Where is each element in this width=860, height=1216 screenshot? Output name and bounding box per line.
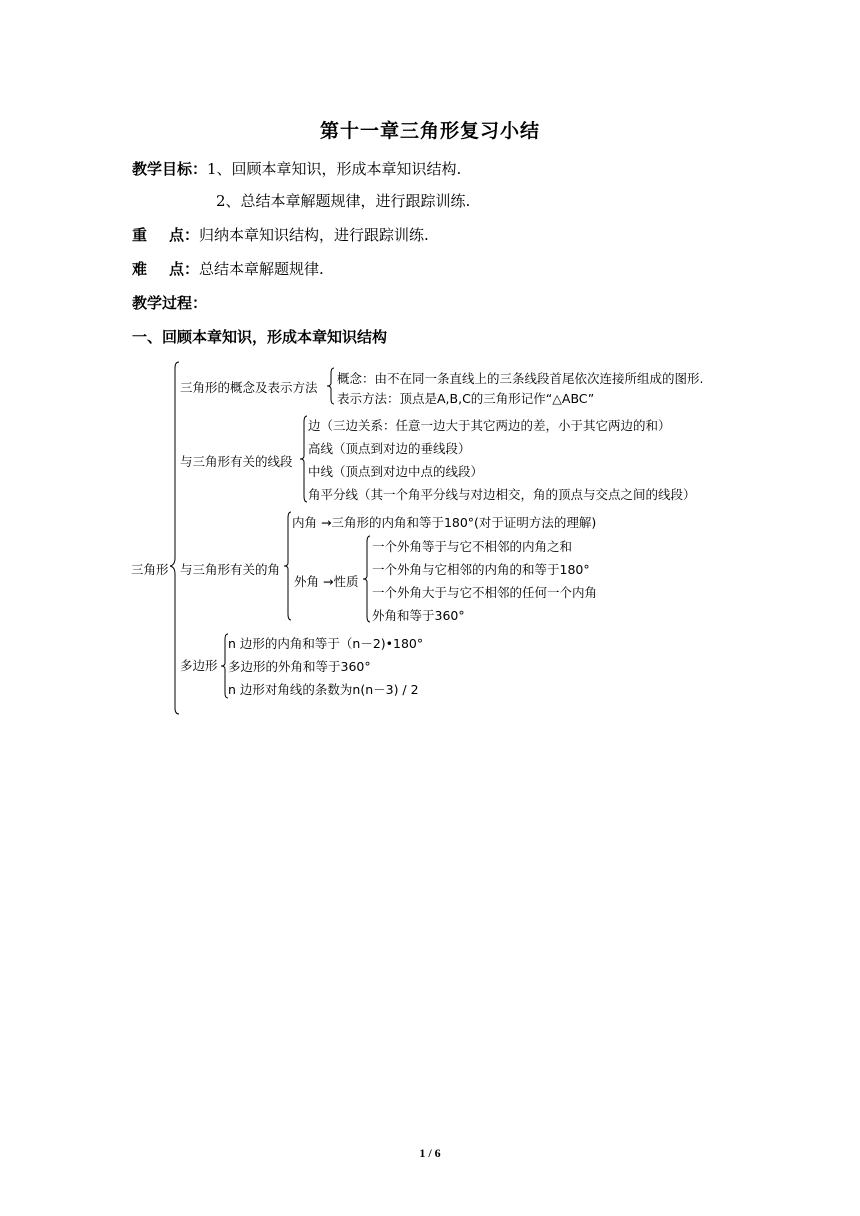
page-title: 第十一章三角形复习小结 — [319, 120, 540, 142]
segment-side: 边（三边关系：任意一边大于其它两边的差，小于其它两边的和） — [308, 418, 671, 433]
segment-median: 中线（顶点到对边中点的线段） — [308, 464, 484, 479]
difficulty-text: 总结本章解题规律. — [199, 260, 324, 278]
exterior-prop-1: 一个外角等于与它不相邻的内角之和 — [372, 539, 573, 554]
polygon-interior-sum: n 边形的内角和等于（n－2)•180° — [228, 636, 424, 651]
key-point-label-b: 点： — [169, 226, 200, 244]
segment-bisector: 角平分线（其一个角平分线与对边相交，角的顶点与交点之间的线段） — [308, 487, 696, 502]
exterior-brace — [363, 536, 371, 622]
concept-brace — [327, 368, 335, 404]
key-point-row — [132, 224, 429, 245]
key-point-text: 归纳本章知识结构，进行跟踪训练. — [199, 226, 429, 244]
root-brace — [170, 362, 180, 714]
concept-notation: 表示方法：顶点是A,B,C的三角形记作“△ABC” — [337, 391, 595, 406]
segments-brace — [300, 416, 308, 502]
angles-node: 与三角形有关的角 — [180, 562, 281, 577]
process-label: 教学过程： — [132, 294, 208, 312]
difficulty-label-b: 点： — [169, 260, 200, 278]
key-point-label-a: 重 — [132, 226, 148, 244]
objective-item-1: 1、回顾本章知识，形成本章知识结构. — [207, 160, 462, 178]
polygon-node: 多边形 — [180, 658, 218, 673]
objective-item-2: 2、总结本章解题规律，进行跟踪训练. — [216, 192, 471, 210]
objectives-label: 教学目标： — [132, 160, 208, 178]
map-root: 三角形 — [131, 562, 169, 577]
exterior-prop-4: 外角和等于360° — [372, 608, 465, 623]
angle-exterior: 外角 →性质 — [294, 574, 359, 589]
difficulty-label-a: 难 — [132, 260, 148, 278]
objectives-row — [132, 158, 461, 179]
polygon-exterior-sum: 多边形的外角和等于360° — [228, 659, 371, 674]
exterior-prop-3: 一个外角大于与它不相邻的任何一个内角 — [372, 585, 598, 600]
segments-node: 与三角形有关的线段 — [180, 454, 293, 469]
page-number: 1 / 6 — [419, 1146, 441, 1160]
concept-definition: 概念：由不在同一条直线上的三条线段首尾依次连接所组成的图形. — [337, 371, 704, 386]
segment-altitude: 高线（顶点到对边的垂线段） — [308, 441, 471, 456]
difficulty-row — [132, 258, 324, 279]
angle-interior: 内角 →三角形的内角和等于180°(对于证明方法的理解) — [292, 515, 597, 530]
concept-node: 三角形的概念及表示方法 — [180, 380, 318, 395]
section-heading: 一、回顾本章知识，形成本章知识结构 — [132, 328, 388, 346]
polygon-diagonals: n 边形对角线的条数为n(n－3) / 2 — [228, 682, 419, 697]
exterior-prop-2: 一个外角与它相邻的内角的和等于180° — [372, 562, 590, 577]
angles-brace — [284, 512, 292, 620]
